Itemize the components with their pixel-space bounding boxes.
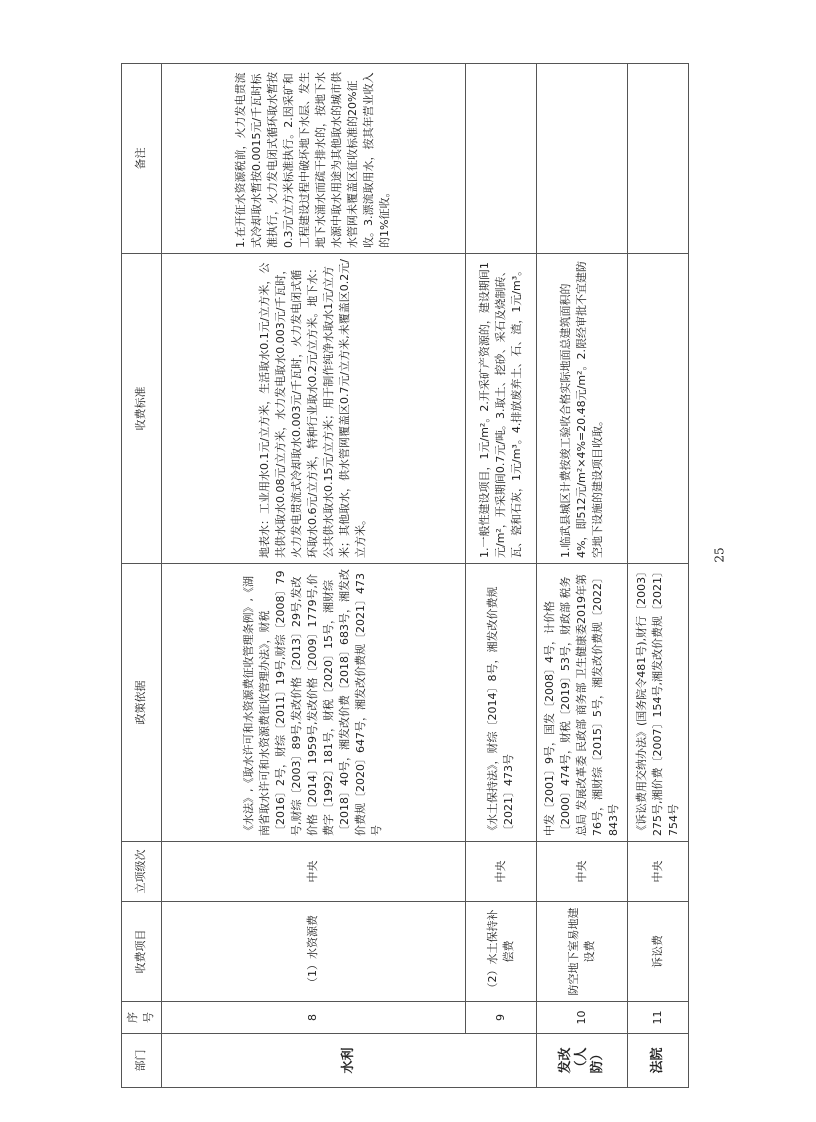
- dept-cell: 发改（人防）: [536, 1034, 627, 1088]
- header-num: 序号: [122, 1002, 162, 1034]
- row-basis: 《水土保持法》，财综〔2014〕8号，湘发改价费规〔2021〕473号: [465, 564, 536, 842]
- header-item: 收费项目: [122, 902, 162, 1002]
- row-note: [465, 64, 536, 254]
- table-row: [161, 64, 465, 1088]
- row-basis: 中发〔2001〕9号，国发〔2008〕4号，计价格〔2000〕474号，财税〔2019〕53号，财政部 税务总局 发展改革委 民政部 商务部 卫生健康委2019年第76号，湘财综〔2015〕5号，湘发改价费规〔2022〕843号: [536, 564, 627, 842]
- row-num: 10: [536, 1002, 627, 1034]
- row-standard: 1.临武县城区计费按竣工验收合格实际地面总建筑面积的4%，即512元/m²×4%=20.48元/m²。2.限经审批不宜建防空地下设施的建设项目收取。: [536, 254, 627, 564]
- dept-cell: 水利: [161, 1034, 536, 1088]
- row-note: 1.在开征水资源税前，火力发电贯流式冷却取水暂按0.0015元/千瓦时标准执行，火力发电闭式循环取水暂按0.3元/立方米标准执行。2.因采矿和工程建设过程中破坏地下水层、发生地下水涌水而疏干排水的，按地下水水源中取水用途为其他取水的城市供水管网未覆盖区征收标准的20%征收。3.漂流取用水，按其年营业收入的1%征收。: [161, 64, 465, 254]
- row-standard: 1.一般性建设项目，1元/m²。2.开采矿产资源的，建设期间1元/m²，开采期间0.7元/吨。3.取土、挖砂、采石及烧制砖、瓦、瓷和石灰，1元/m³。4.排放废弃土、石、渣，1元/m³。: [465, 254, 536, 564]
- table-row: [628, 64, 689, 1088]
- dept-cell: 法院: [628, 1034, 689, 1088]
- row-item: 防空地下室易地建设费: [536, 902, 627, 1002]
- header-level: 立项级次: [122, 842, 162, 902]
- row-basis: 《诉讼费用交纳办法》(国务院令481号),财行〔2003〕275号,湘价费〔2007〕154号,湘发改价费规〔2021〕754号: [628, 564, 689, 842]
- row-item: 诉讼费: [628, 902, 689, 1002]
- row-level: 中央: [161, 842, 465, 902]
- row-item: （2）水土保持补偿费: [465, 902, 536, 1002]
- table-header-row: [122, 64, 162, 1088]
- row-level: 中央: [536, 842, 627, 902]
- table-row: [536, 64, 627, 1088]
- header-note: 备注: [122, 64, 162, 254]
- row-standard: 地表水：工业用水0.1元/立方米，生活取水0.1元/立方米，公共供水取水0.08元/立方米，水力发电取水0.003元/千瓦时，火力发电贯流式冷却取水0.003元/千瓦时，火力发电闭式循环取水0.6元/立方米，特种行业取水0.2元/立方米。地下水：公共供水取水0.15元/立方米；用于制作纯净水取水1元/立方米；其他取水，供水管网覆盖区0.7元/立方米,未覆盖区0.2元/立方米。: [161, 254, 465, 564]
- row-num: 9: [465, 1002, 536, 1034]
- page-number: 25: [712, 547, 727, 563]
- row-standard: [628, 254, 689, 564]
- row-note: [628, 64, 689, 254]
- table-row: [465, 64, 536, 1088]
- rotated-table-container: [121, 64, 689, 1088]
- row-level: 中央: [465, 842, 536, 902]
- row-basis: 《水法》,《取水许可和水资源费征收管理条例》,《湖南省取水许可和水资源费征收管理办法》，财税〔2016〕2号，财综〔2011〕19号,财综〔2008〕79号,财综〔2003〕89号,发改价格〔2013〕29号,发改价格〔2014〕1959号,发改价格〔2009〕1779号,价费字〔1992〕181号，财税〔2020〕15号，湘财综〔2018〕40号，湘发改价费〔2018〕683号，湘发改价费规〔2020〕647号，湘发改价费规〔2021〕473号: [161, 564, 465, 842]
- fee-table: [121, 63, 689, 1088]
- header-dept: 部门: [122, 1034, 162, 1088]
- row-note: [536, 64, 627, 254]
- row-num: 11: [628, 1002, 689, 1034]
- header-basis: 政策依据: [122, 564, 162, 842]
- header-standard: 收费标准: [122, 254, 162, 564]
- row-level: 中央: [628, 842, 689, 902]
- row-item: （1）水资源费: [161, 902, 465, 1002]
- row-num: 8: [161, 1002, 465, 1034]
